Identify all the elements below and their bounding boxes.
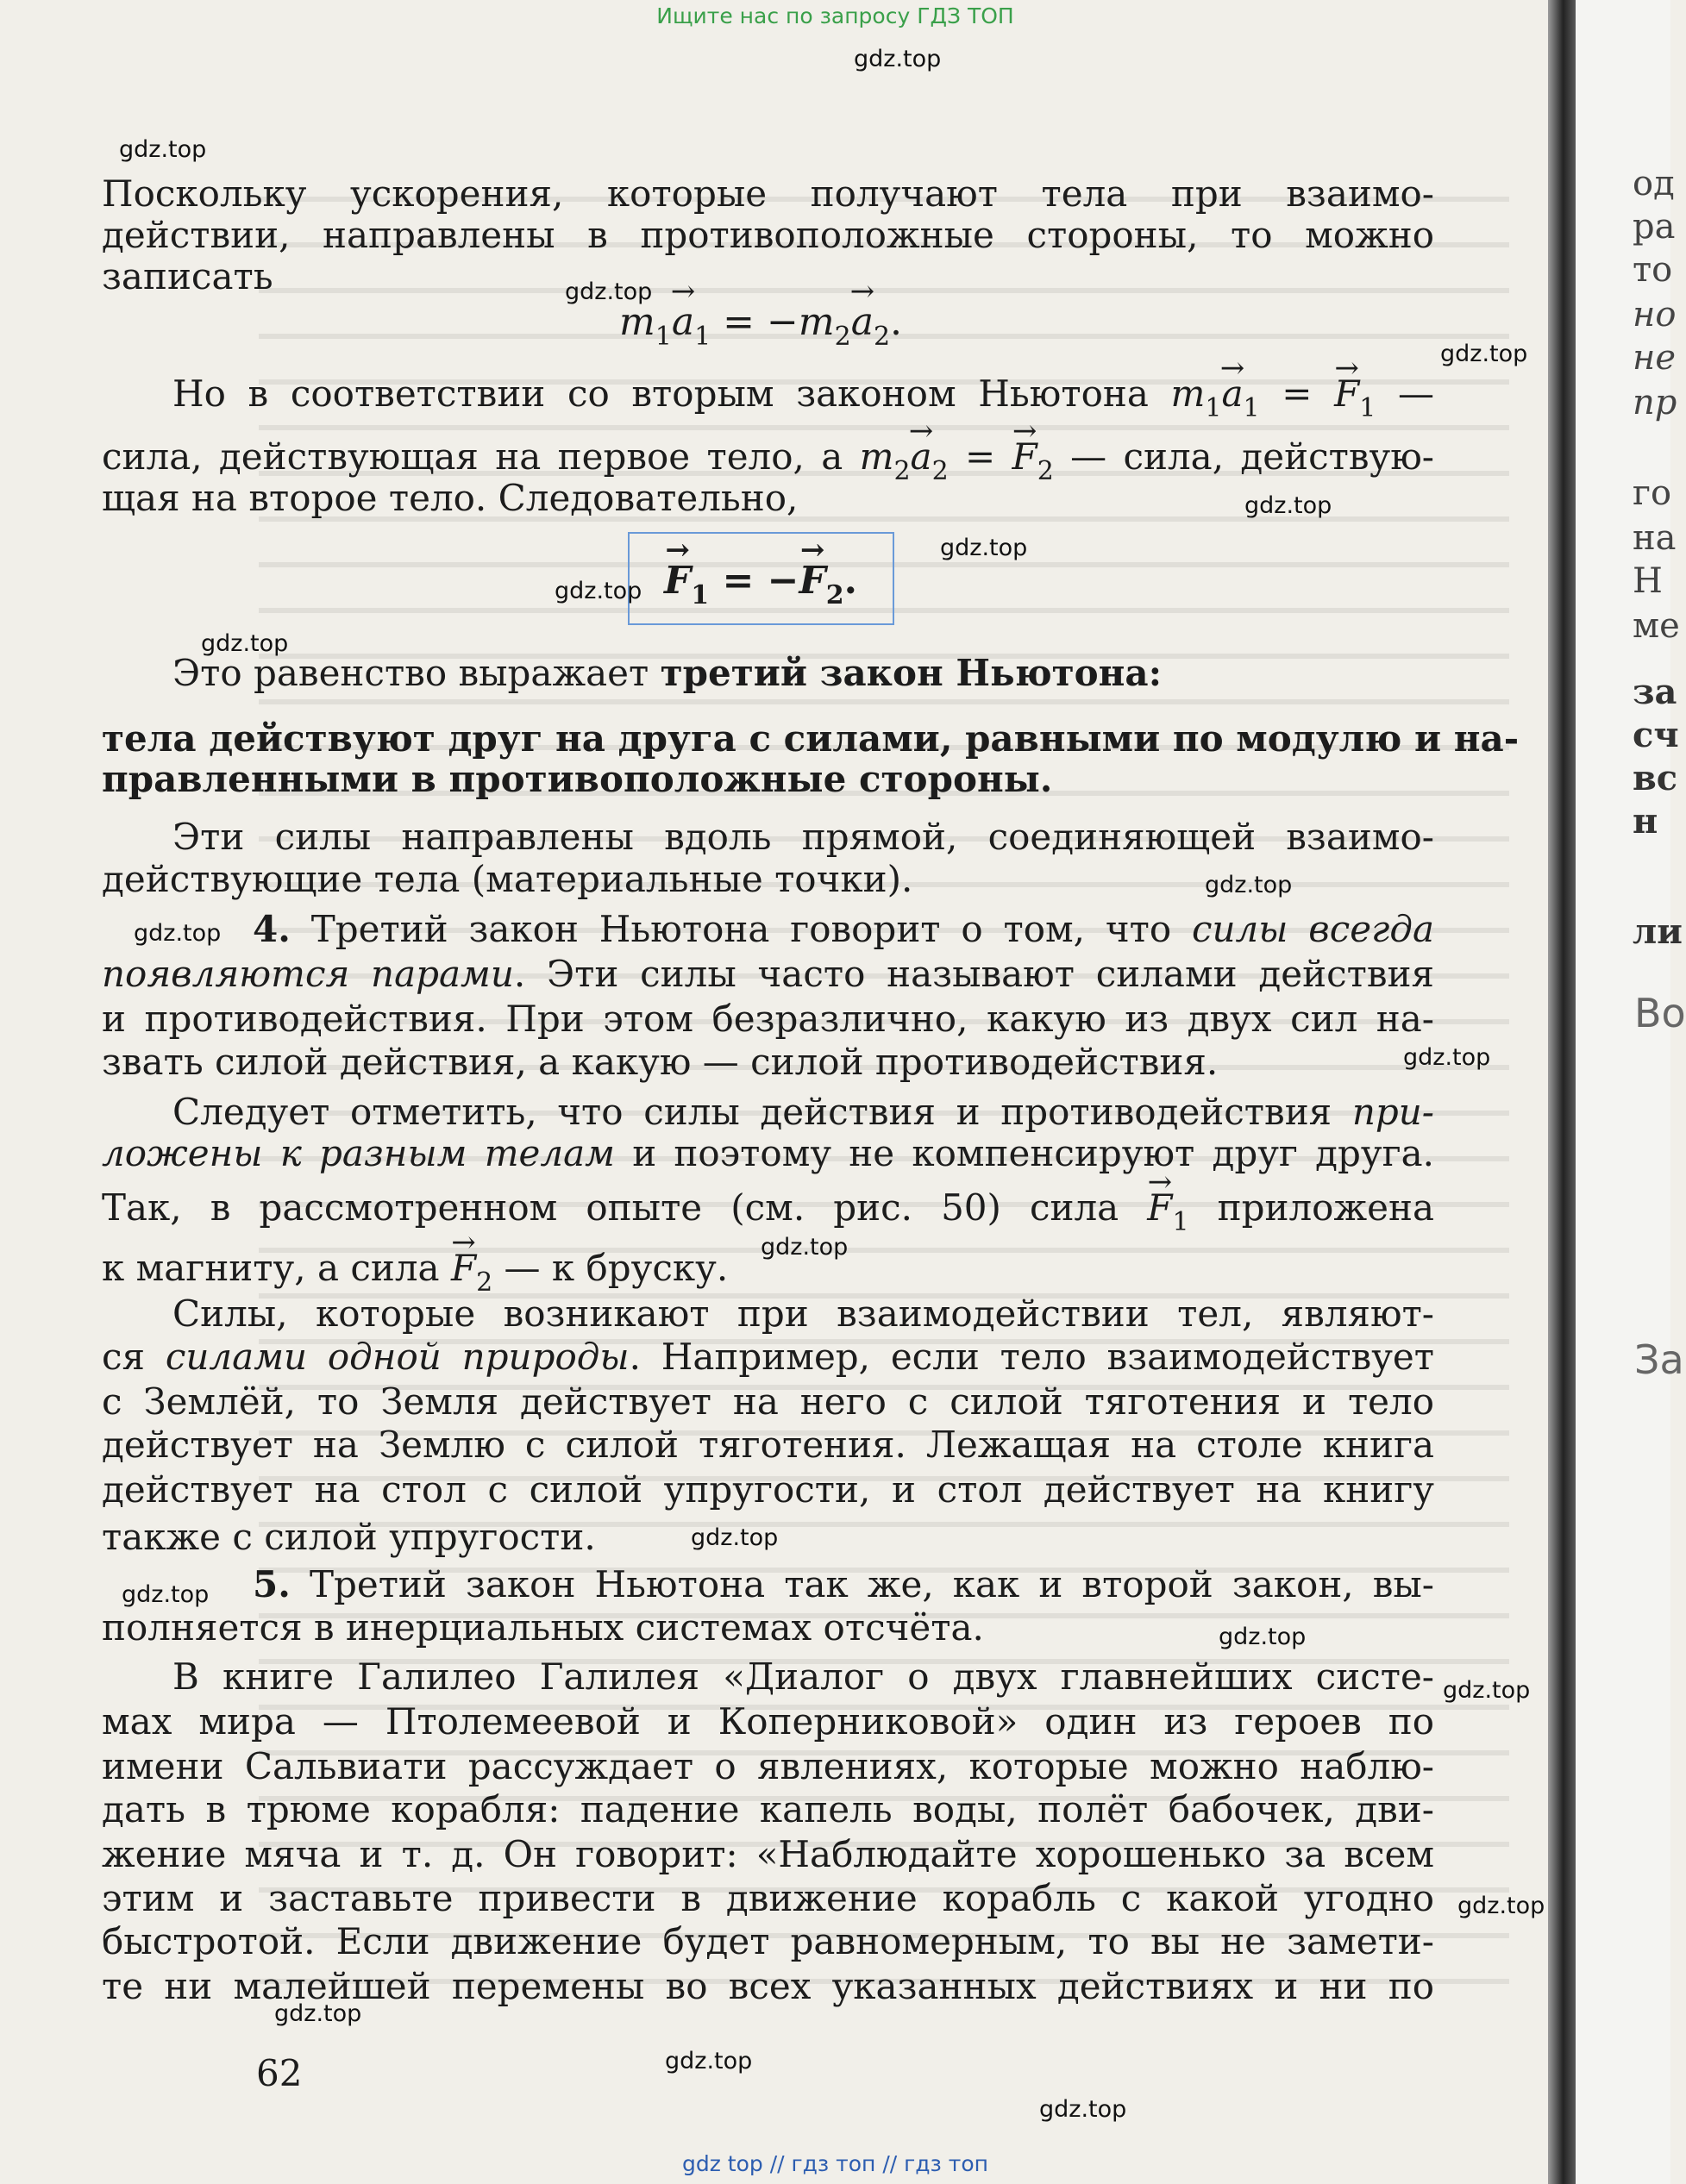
p5-line2: ся силами одной природы. Например, если тело взаимодействует: [102, 1336, 1434, 1378]
s4-line3: и противодействия. При этом безразлично, какую из двух сил на-: [102, 998, 1434, 1040]
watermark[interactable]: gdz.top: [1440, 341, 1528, 367]
p2-line3: щая на второе тело. Следовательно,: [102, 477, 799, 519]
p4-line3: Так, в рассмотренном опыте (см. рис. 50) сила → $F_1$ приложена: [102, 1186, 1434, 1234]
facing-page-text: Во: [1634, 990, 1686, 1036]
vector-f1: → $F_1$: [1147, 1186, 1188, 1229]
watermark[interactable]: gdz.top: [555, 578, 642, 604]
facing-page-text: од: [1633, 164, 1675, 203]
law-intro: Это равенство выражает третий закон Ньютона:: [172, 652, 1163, 694]
p2-line2: сила, действующая на первое тело, а $m_2\to a_2$ = → $F_2$ — сила, действую-: [102, 435, 1434, 483]
facing-page-text: ра: [1633, 207, 1676, 247]
watermark[interactable]: gdz.top: [134, 920, 222, 947]
formula-newton2-f2: $m_2\to a_2$ = → $F_2$: [860, 435, 1054, 478]
facing-page-text: го: [1633, 473, 1672, 513]
page-number: 62: [256, 2052, 303, 2094]
p3-line2: действующие тела (материальные точки).: [102, 858, 913, 900]
p3-line1: Эти силы направлены вдоль прямой, соединяющей взаимо-: [172, 816, 1434, 858]
p6-line1: В книге Галилео Галилея «Диалог о двух главнейших систе-: [172, 1655, 1434, 1698]
s5-line2: полняется в инерциальных системах отсчёта.: [102, 1606, 984, 1649]
vector-a2: → a: [851, 300, 874, 344]
law-statement-line1: тела действуют друг на друга с силами, равными по модулю и на-: [102, 717, 1520, 760]
p5-line4: действует на Землю с силой тяготения. Лежащая на столе книга: [102, 1424, 1434, 1466]
watermark[interactable]: gdz.top: [761, 1234, 849, 1261]
facing-page-text: на: [1633, 518, 1677, 558]
p1-line1: Поскольку ускорения, которые получают тела при взаимо-: [102, 172, 1434, 215]
p4-line4: к магниту, а сила → $F_2$ — к бруску.: [102, 1247, 1434, 1294]
s4-line2: появляются парами. Эти силы часто называют силами действия: [102, 953, 1434, 995]
watermark[interactable]: gdz.top: [565, 278, 653, 305]
watermark[interactable]: gdz.top: [119, 136, 207, 163]
facing-page-text: ме: [1633, 606, 1680, 646]
watermark[interactable]: gdz.top: [691, 1524, 779, 1551]
formula-third-law: → $F_1$ = −→ $F_2$.: [664, 559, 857, 603]
p5-line6: также с силой упругости.: [102, 1516, 596, 1558]
p4-line1: Следует отметить, что силы действия и противодействия при-: [172, 1091, 1434, 1133]
watermark[interactable]: gdz.top: [1205, 872, 1293, 898]
formula-momentum: $m_1\to a_1 = -m_2\to a_2$.: [619, 300, 902, 344]
p1-line2: действии, направлены в противоположные стороны, то можно: [102, 214, 1434, 256]
top-banner[interactable]: Ищите нас по запросу ГДЗ ТОП: [656, 3, 1014, 28]
facing-page-text: вс: [1633, 758, 1678, 798]
formula-newton2-f1: $m_1\to a_1$ = → $F_1$ —: [1171, 372, 1434, 415]
p6-line4: дать в трюме корабля: падение капель воды, полёт бабочек, дви-: [102, 1788, 1434, 1830]
p1-line3: записать: [102, 255, 273, 297]
watermark[interactable]: gdz.top: [1039, 2096, 1127, 2123]
watermark[interactable]: gdz.top: [1403, 1044, 1491, 1071]
p6-line8: те ни малейшей перемены во всех указанных действиях и ни по: [102, 1965, 1434, 2007]
watermark[interactable]: gdz.top: [854, 46, 942, 72]
p6-line2: мах мира — Птолемеевой и Коперниковой» один из героев по: [102, 1700, 1434, 1743]
watermark[interactable]: gdz.top: [1244, 492, 1332, 519]
p5-line3: с Землёй, то Земля действует на него с силой тяготения и тело: [102, 1380, 1434, 1423]
watermark[interactable]: gdz.top: [201, 630, 289, 657]
p5-line1: Силы, которые возникают при взаимодействии тел, являют-: [172, 1292, 1434, 1335]
p6-line5: жение мяча и т. д. Он говорит: «Наблюдайте хорошенько за всем: [102, 1833, 1434, 1875]
facing-page-text: пр: [1633, 383, 1677, 422]
p2-line1: Но в соответствии со вторым законом Ньютона $m_1\to a_1$ = → $F_1$ —: [172, 372, 1434, 420]
facing-page-text: ли: [1633, 911, 1683, 952]
facing-page-text: сч: [1633, 715, 1679, 755]
bottom-banner[interactable]: gdz top // гдз топ // гдз топ: [682, 2151, 988, 2176]
book-gutter: [1548, 0, 1576, 2184]
watermark[interactable]: gdz.top: [665, 2048, 753, 2074]
p4-line2: ложены к разным телам и поэтому не компенсируют друг друга.: [102, 1132, 1434, 1174]
watermark[interactable]: gdz.top: [1457, 1893, 1545, 1919]
s4-line4: звать силой действия, а какую — силой противодействия.: [102, 1041, 1219, 1083]
p5-line5: действует на стол с силой упругости, и стол действует на книгу: [102, 1468, 1434, 1511]
facing-page-text: н: [1633, 801, 1658, 842]
watermark[interactable]: gdz.top: [274, 2000, 362, 2027]
vector-a1: → a: [672, 300, 694, 344]
facing-page-text: не: [1633, 338, 1677, 378]
p6-line7: быстротой. Если движение будет равномерным, то вы не замети-: [102, 1920, 1434, 1962]
s5-line1: 5. Третий закон Ньютона так же, как и второй закон, вы-: [253, 1563, 1434, 1605]
watermark[interactable]: gdz.top: [122, 1581, 210, 1608]
p6-line3: имени Сальвиати рассуждает о явлениях, которые можно наблю-: [102, 1745, 1434, 1787]
facing-page-text: то: [1633, 250, 1673, 290]
facing-page-text: За: [1634, 1336, 1684, 1383]
s4-line1: 4. Третий закон Ньютона говорит о том, что силы всегда: [253, 908, 1435, 950]
law-statement-line2: правленными в противоположные стороны.: [102, 758, 1053, 800]
watermark[interactable]: gdz.top: [940, 535, 1028, 561]
p6-line6: этим и заставьте привести в движение корабль с какой угодно: [102, 1877, 1434, 1919]
facing-page-text: за: [1633, 672, 1677, 712]
vector-f2: → $F_2$: [451, 1247, 492, 1289]
watermark[interactable]: gdz.top: [1219, 1624, 1307, 1650]
facing-page-text: но: [1633, 295, 1677, 335]
watermark[interactable]: gdz.top: [1443, 1677, 1531, 1704]
facing-page-text: Н: [1633, 561, 1663, 601]
